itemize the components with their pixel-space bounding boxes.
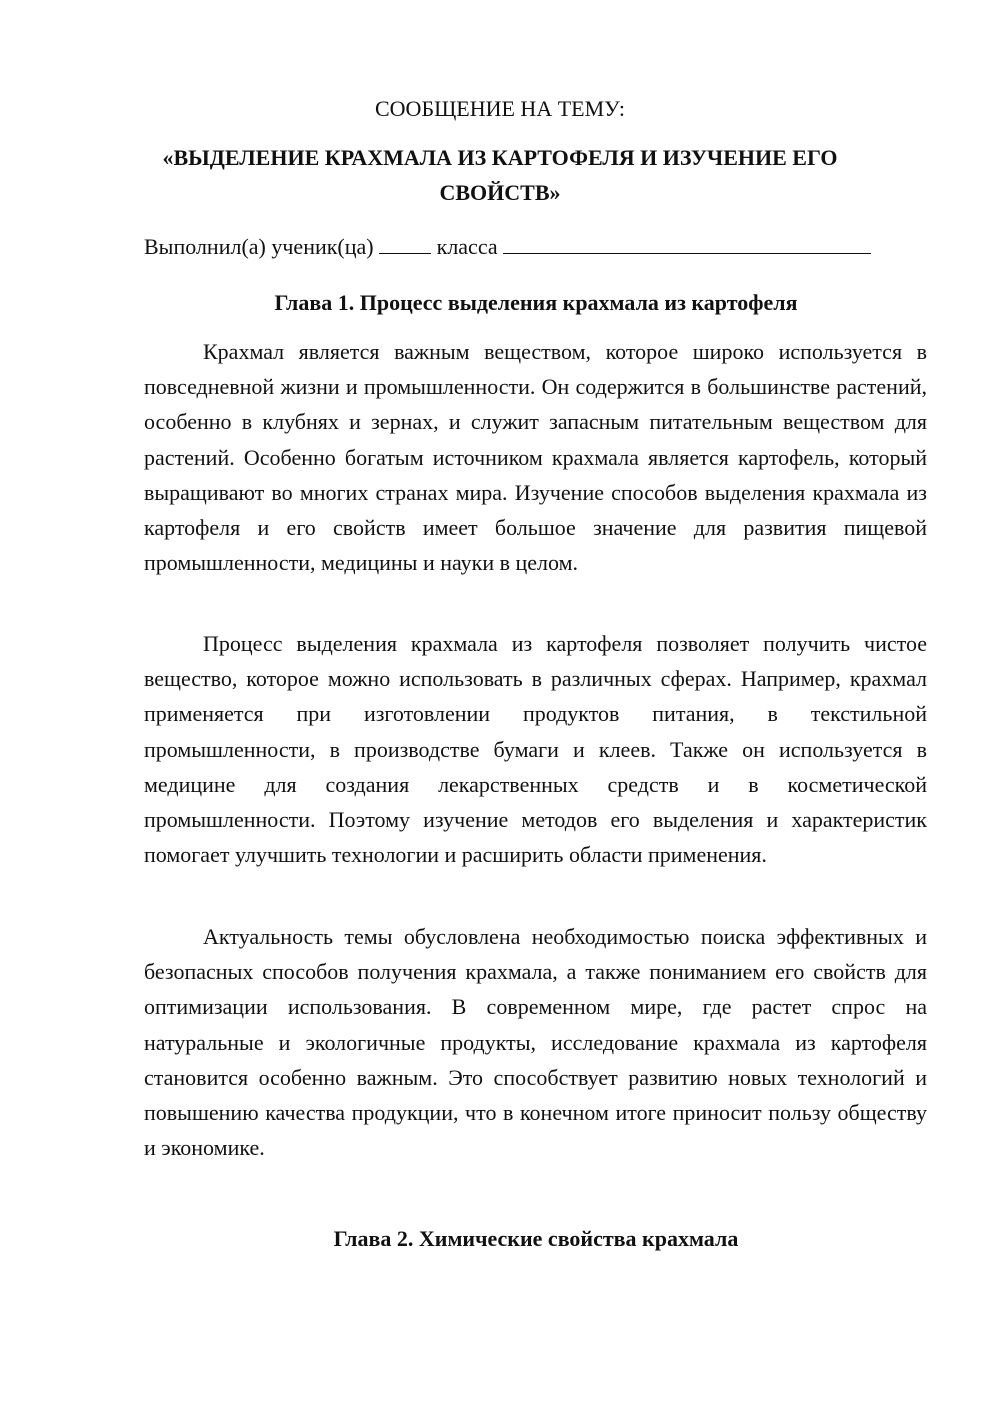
report-title-line-2: СВОЙСТВ» (439, 180, 561, 205)
author-class-label: класса (436, 234, 498, 259)
chapter-1-heading: Глава 1. Процесс выделения крахмала из картофеля (274, 290, 798, 315)
report-type-heading: СООБЩЕНИЕ НА ТЕМУ: (375, 96, 625, 121)
grade-blank-field (379, 233, 431, 254)
chapter-2-heading: Глава 2. Химические свойства крахмала (333, 1226, 739, 1251)
report-title-line-1: «ВЫДЕЛЕНИЕ КРАХМАЛА ИЗ КАРТОФЕЛЯ И ИЗУЧЕНИЕ ЕГО (162, 145, 838, 170)
name-blank-field (503, 233, 871, 254)
chapter-1-paragraph-3: Актуальность темы обусловлена необходимостью поиска эффективных и безопасных способов получения крахмала, а также пониманием его свойств для оптимизации использования. В современном мире, где растет спрос на натуральные и экологичные продукты, исследование крахмала из картофеля становится особенно важным. Это способствует развитию новых технологий и повышению качества продукции, что в конечном итоге приносит пользу обществу и экономике. (144, 924, 927, 1161)
chapter-1-paragraph-1: Крахмал является важным веществом, которое широко используется в повседневной жизни и промышленности. Он содержится в большинстве растений, особенно в клубнях и зернах, и служит запасным питательным веществом для растений. Особенно богатым источником крахмала является картофель, который выращивают во многих странах мира. Изучение способов выделения крахмала из картофеля и его свойств имеет большое значение для развития пищевой промышленности, медицины и науки в целом. (144, 339, 927, 576)
author-prefix-label: Выполнил(а) ученик(ца) (144, 234, 374, 259)
author-line (144, 233, 871, 261)
chapter-1-paragraph-2: Процесс выделения крахмала из картофеля позволяет получить чистое вещество, которое можно использовать в различных сферах. Например, крахмал применяется при изготовлении продуктов питания, в текстильной промышленности, в производстве бумаги и клеев. Также он используется в медицине для создания лекарственных средств и в косметической промышленности. Поэтому изучение методов его выделения и характеристик помогает улучшить технологии и расширить области применения. (144, 631, 927, 868)
